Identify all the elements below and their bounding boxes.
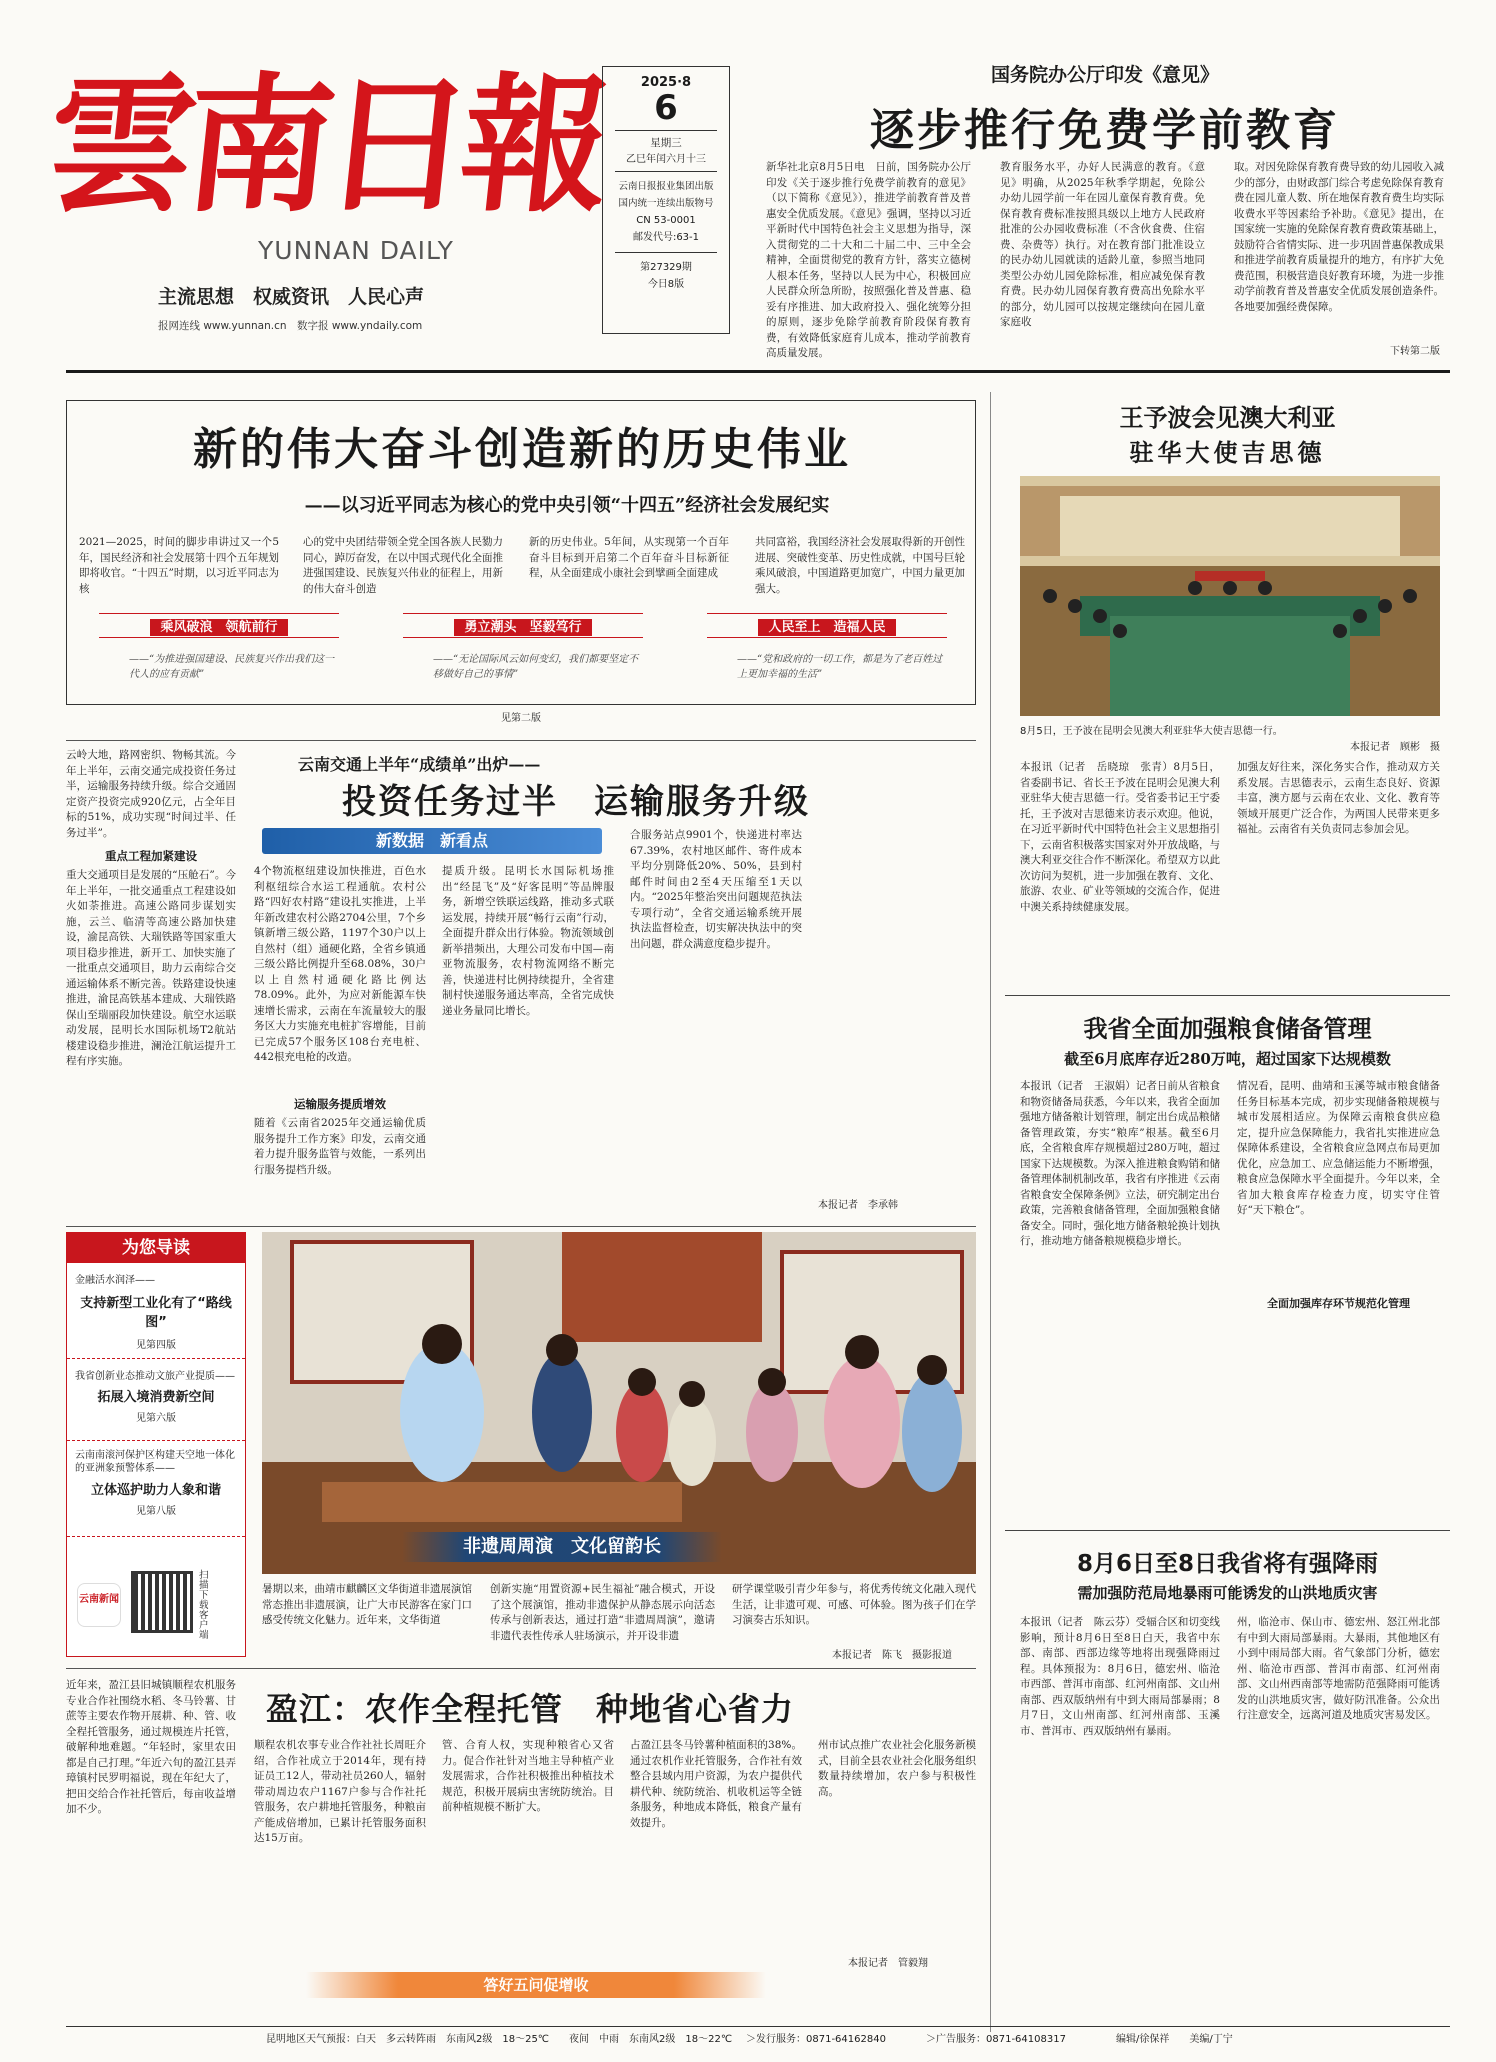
heritage-col3: 研学课堂吸引青少年参与，将优秀传统文化融入现代生活，让非遗可观、可感、可体验。图为孩子们在学习演奏古乐知识。 <box>732 1583 976 1626</box>
guide-item-2[interactable] <box>67 1359 245 1441</box>
heritage-credit: 本报记者 陈飞 摄影报道 <box>832 1650 952 1661</box>
transport-mid-col1: 4个物流枢纽建设加快推进，百色水利枢纽综合水运工程通航。农村公路“四好农村路”建设扎实推进，上半年新改建农村公路2704公里，7个乡镇新增三级公路，1197个30户以上自然村（组）通硬化路，全省乡镇通三级公路比例提升至68.08%，30户以上自然村通硬化路比例达78.09%。此外，为应对新能源车快速增长需求，云南在车流量较大的服务区大力实施充电桩扩容增能，目前已完成57个服务区108台充电桩、442根充电枪的改造。 <box>254 865 426 1063</box>
dateline-box <box>602 66 730 334</box>
feature-subhead: ——以习近平同志为核心的党中央引领“十四五”经济社会发展纪实 <box>304 495 830 516</box>
feature-col4: 共同富裕，我国经济社会发展取得新的开创性进展、突破性变革、历史性成就，中国号巨轮乘风破浪，中国道路更加宽广，中国力量更加强大。 <box>755 536 965 595</box>
transport-headline: 投资任务过半 运输服务升级 <box>342 782 810 822</box>
yingjiang-banner <box>306 1972 766 1998</box>
grain-section-title: 全面加强库存环节规范化管理 <box>1267 1297 1410 1310</box>
yingjiang-headline: 盈江：农作全程托管 种地省心省力 <box>266 1690 795 1728</box>
heritage-banner <box>402 1532 722 1562</box>
lunar-date: 乙巳年闰六月十三 <box>626 154 706 165</box>
transport-mid-col3: 合服务站点9901个，快递进村率达67.39%，农村地区邮件、寄件成本平均分别降低20%、50%，县到村邮件时间由2至4天压缩至1天以内。“2025年整治突出问题规范执法专项行动”，全省交通运输系统开展执法监督检查，切实解决执法中的突出问题，群众满意度稳步提升。 <box>630 829 802 950</box>
transport-mid-col1b: 随着《云南省2025年交通运输优质服务提升工作方案》印发，云南交通着力提升服务监管与效能，一系列出行服务提档升级。 <box>254 1117 426 1176</box>
meeting-headline-1: 王予波会见澳大利亚 <box>1119 404 1336 432</box>
guide-page: 见第六版 <box>136 1413 176 1424</box>
footer <box>66 2030 1450 2052</box>
transport-left-col2: 重大交通项目是发展的“压舱石”。今年上半年，一批交通重点工程建设如火如荼推进。高速公路同步谋划实施，云兰、临清等高速公路加快建设，渝昆高铁、大瑞铁路等国家重大项目稳步推进，新开工、加快实施了一批重点交通项目，助力云南综合交通运输体系不断完善。铁路建设快速推进，渝昆高铁基本建成、大瑞铁路保山至瑞丽段加快建设。航空水运联动发展，昆明长水国际机场T2航站楼建设稳步推进，澜沧江航运提升工程有序实施。 <box>66 869 236 1067</box>
section-quote: ——“无论国际风云如何变幻，我们都要坚定不移做好自己的事情” <box>433 654 639 680</box>
websites[interactable]: 报网连线 www.yunnan.cn 数字报 www.yndaily.com <box>158 320 423 332</box>
qr-code-icon[interactable] <box>131 1571 193 1633</box>
guide-title: 拓展入境消费新空间 <box>97 1390 215 1405</box>
grain-col1: 本报讯（记者 王淑娟）记者日前从省粮食和物资储备局获悉，今年以来，我省全面加强地方储备粮计划管理，制定出台成品粮储备管理政策，夯实“粮库”根基。截至6月底，全省粮食库存规模超过280万吨，超过国家下达规模数。为深入推进粮食购销和储备管理体制机制改革，我省有序推进《云南省粮食安全保障条例》立法，研究制定出台政策，完善粮食储备管理，全面加强粮食储备安全。同时，强化地方储备粮轮换计划执行，推动地方储备粮规模稳步增长。 <box>1020 1080 1220 1247</box>
footer-ads: ＞广告服务：0871-64108317 <box>926 2034 1066 2045</box>
guide-page: 见第八版 <box>136 1506 176 1517</box>
heritage-photo <box>262 1232 976 1574</box>
yingjiang-col1: 顺程农机农事专业合作社社长周旺介绍，合作社成立于2014年，现有持证员工12人，带动社员260人，辐射带动周边农户1167户参与合作社托管服务，农户耕地托管服务，种粮亩产能成倍增加，已累计托管服务面积达15万亩。 <box>254 1739 426 1844</box>
page-count: 今日8版 <box>647 279 685 290</box>
top-story <box>760 60 1450 360</box>
footer-weather: 昆明地区天气预报：白天 多云转阵雨 东南风2级 18～25℃ 夜间 中雨 东南风2级 18～22℃ <box>266 2034 733 2045</box>
yingjiang-left-col: 近年来，盈江县旧城镇顺程农机服务专业合作社围绕水稻、冬马铃薯、甘蔗等主要农作物开展耕、种、管、收全程托管服务，通过规模连片托管，破解种地难题。“年轻时，家里农田都是自己打理。”年近六旬的盈江县弄璋镇村民罗明福说，现在年纪大了，把田交给合作社托管后，每亩收益增加不少。 <box>66 1679 236 1815</box>
grain-col2: 情况看，昆明、曲靖和玉溪等城市粮食储备任务目标基本完成，初步实现储备粮规模与城市发展相适应。为保障云南粮食供应稳定，提升应急保障能力，我省扎实推进应急保障体系建设，全省粮食应急网点布局更加优化，应急加工、应急储运能力不断增强，粮食应急保障水平全面提升。今年以来，全省加大粮食库存检查力度，切实守住管好“天下粮仓”。 <box>1237 1080 1440 1216</box>
feature-col1: 2021—2025，时间的脚步串讲过又一个5年，国民经济和社会发展第十四个五年规划即将收官。“十四五”时期，以习近平同志为核 <box>79 536 279 595</box>
top-story-col2: 教育服务水平，办好人民满意的教育。《意见》明确，从2025年秋季学期起，免除公办幼儿园学前一年在园儿童保育教育费。免保育教育费标准按照具级以上地方人民政府批准的公办园收费标准（不含伙食费、住宿费、杂费等）执行。对在教育部门批准设立的民办幼儿园就读的适龄儿童，参照当地同类型公办幼儿园免除标准，相应减免保育教育费。民办幼儿园保育教育费高出免除水平的部分，幼儿园可以按规定继续向在园儿童家庭收 <box>1000 161 1205 328</box>
grain-subhead: 截至6月底库存近280万吨，超过国家下达规模数 <box>1064 1050 1391 1068</box>
rain-article <box>1005 1545 1450 2025</box>
weekday: 星期三 <box>650 137 682 149</box>
meeting-col2: 加强友好往来，深化务实合作，推动双方关系发展。吉思德表示，云南生态良好、资源丰富，澳方愿与云南在农业、文化、教育等领域开展更广泛合作，为两国人民带来更多福祉。云南省有关负责同志参加会见。 <box>1237 761 1440 835</box>
cn-number: CN 53-0001 <box>636 215 696 226</box>
section-title: 勇立潮头 坚毅笃行 <box>454 619 591 636</box>
feature-box <box>66 400 976 724</box>
yingjiang-col4: 州市试点推广农业社会化服务新模式，目前全县农业社会化服务组织数量持续增加，农户参与积极性高。 <box>818 1739 976 1798</box>
feature-continued[interactable]: 见第二版 <box>501 713 541 724</box>
feature-col2: 心的党中央团结带领全党全国各族人民勠力同心，踔厉奋发，在以中国式现代化全面推进强国建设、民族复兴伟业的征程上，用新的伟大奋斗创造 <box>303 536 503 595</box>
slogan: 主流思想 权威资讯 人民心声 <box>158 286 425 308</box>
guide-box <box>66 1232 246 1657</box>
section-title: 人民至上 造福人民 <box>758 619 895 636</box>
heritage-banner-text: 非遗周周演 文化留韵长 <box>463 1536 661 1557</box>
guide-title: 立体巡护助力人象和谐 <box>90 1483 221 1498</box>
section-title: 乘风破浪 领航前行 <box>150 619 287 636</box>
footer-distribution: ＞发行服务：0871-64162840 <box>746 2034 886 2045</box>
feature-section-2 <box>403 613 643 682</box>
feature-col3: 新的历史伟业。5年间，从实现第一个百年奋斗目标到开启第二个百年奋斗目标新征程，从全面建成小康社会到擘画全面建成 <box>529 536 729 579</box>
section-quote: ——“为推进强国建设、民族复兴作出我们这一代人的应有贡献” <box>129 654 335 680</box>
transport-section2: 运输服务提质增效 <box>294 1097 386 1111</box>
guide-page: 见第四版 <box>136 1340 176 1351</box>
feature-headline: 新的伟大奋斗创造新的历史伟业 <box>193 424 851 475</box>
guide-kicker: 我省创新业态推动文旅产业提质—— <box>75 1371 235 1382</box>
app-download[interactable] <box>77 1569 237 1649</box>
rain-col2: 州，临沧市、保山市、德宏州、怒江州北部有中到大雨局部暴雨。大暴雨，其他地区有小到中雨局部大雨。省气象部门分析，德宏州、临沧市西部、普洱市南部、红河州南部、文山州西南部等地需防范强降雨可能诱发的山洪地质灾害，做好防汛准备。公众出行注意安全，远离河道及地质灾害易发区。 <box>1237 1616 1440 1721</box>
meeting-headline-2: 驻华大使吉思德 <box>1129 439 1326 467</box>
section-quote: ——“党和政府的一切工作，都是为了老百姓过上更加幸福的生活” <box>737 654 943 680</box>
guide-kicker: 云南南滚河保护区构建天空地一体化的亚洲象预警体系—— <box>75 1450 235 1474</box>
newspaper-logo: 雲南日報 <box>38 58 610 232</box>
heritage-col2: 创新实施“用置资源+民生福祉”融合模式，开设了这个展演馆，推动非遗保护从静态展示向活态传承与创新表达，通过打造“非遗周周演”，邀请非遗代表性传承人驻场演示，并开设非遗 <box>490 1583 715 1642</box>
guide-item-3[interactable] <box>67 1441 245 1537</box>
transport-kicker: 云南交通上半年“成绩单”出炉—— <box>298 755 541 774</box>
publisher: 云南日报报业集团出版 <box>618 181 714 192</box>
guide-item-1[interactable] <box>67 1263 245 1359</box>
english-name: YUNNAN DAILY <box>258 236 454 265</box>
top-story-headline: 逐步推行免费学前教育 <box>870 105 1340 156</box>
yingjiang-col3: 占盈江县冬马铃薯种植面积的38%。通过农机作业托管服务，合作社有效整合县域内用户资源，为农户提供代耕代种、统防统治、机收机运等全链条服务，种地成本降低，粮食产量有效提升。 <box>630 1739 802 1829</box>
transport-banner <box>262 828 602 854</box>
date-day: 6 <box>654 88 678 128</box>
footer-editors: 编辑/徐保祥 美编/丁宁 <box>1116 2034 1233 2045</box>
app-name: 云南新闻 <box>79 1594 119 1605</box>
yingjiang-article <box>66 1672 976 2017</box>
issue-number: 第27329期 <box>640 262 692 273</box>
rain-col1: 本报讯（记者 陈云芬）受辐合区和切变线影响，预计8月6日至8日白天，我省中东部、南部、西部边缘等地将出现强降雨过程。具体预报为：8月6日，德宏州、临沧市西部、普洱市南部、红河州南部、文山州南部、西双版纳州有中到大雨局部暴雨；8月7日，文山州南部、红河州南部、玉溪市、普洱市、西双版纳州有暴雨。 <box>1020 1616 1220 1737</box>
meeting-photo <box>1020 476 1440 716</box>
transport-mid-col2: 提质升级。昆明长水国际机场推出“经昆飞”及“好客昆明”等品牌服务，新增空铁联运线路，推动多式联运发展，持续开展“畅行云南”行动，全面提升群众出行体验。物流领域创新举措频出，大理公司发布中国—南亚物流服务，农村物流网络不断完善，快递进村比例持续提升，全省建制村快递服务通达率高，全省完成快递业务量同比增长。 <box>442 865 614 1017</box>
transport-banner-text: 新数据 新看点 <box>375 831 488 850</box>
postal-code: 邮发代号:63-1 <box>632 232 700 243</box>
rain-subhead: 需加强防范局地暴雨可能诱发的山洪地质灾害 <box>1077 1584 1378 1602</box>
meeting-photo-credit: 本报记者 顾彬 摄 <box>1350 742 1440 753</box>
transport-section1: 重点工程加紧建设 <box>105 849 197 863</box>
grain-headline: 我省全面加强粮食储备管理 <box>1083 1015 1372 1043</box>
meeting-caption: 8月5日，王予波在昆明会见澳大利亚驻华大使吉思德一行。 <box>1020 726 1283 737</box>
cn-label: 国内统一连续出版物号 <box>618 198 714 209</box>
transport-credit: 本报记者 李承韩 <box>818 1200 898 1211</box>
qr-caption: 扫描下载客户端 <box>199 1570 209 1641</box>
rain-headline: 8月6日至8日我省将有强降雨 <box>1076 1551 1378 1577</box>
guide-kicker: 金融活水润泽—— <box>75 1275 155 1286</box>
guide-title: 支持新型工业化有了“路线图” <box>80 1296 232 1330</box>
feature-section-1 <box>99 613 339 682</box>
masthead <box>38 40 610 360</box>
meeting-col1: 本报讯（记者 岳晓琼 张青）8月5日，省委副书记、省长王予波在昆明会见澳大利亚驻华大使吉思德一行。受省委书记王宁委托，王予波对吉思德来访表示欢迎。他说，在习近平新时代中国特色社会主义思想指引下，云南省积极落实国家对外开放战略，与澳大利亚交往合作不断深化。希望双方以此次访问为契机，进一步加强在教育、文化、旅游、农业、矿业等领域的交流合作，促进中澳关系持续健康发展。 <box>1020 761 1220 913</box>
date-year-month: 2025·8 <box>640 75 692 90</box>
grain-article <box>1005 1005 1450 1525</box>
top-story-kicker: 国务院办公厅印发《意见》 <box>990 64 1219 86</box>
top-story-continued[interactable]: 下转第二版 <box>1390 346 1440 357</box>
meeting-article <box>1005 392 1450 992</box>
yingjiang-col2: 管、合育人权，实现种粮省心又省力。促合作社针对当地主导种植产业发展需求，合作社积极推出种植技术规范，积极开展病虫害统防统治。目前种植规模不断扩大。 <box>442 1739 614 1813</box>
app-logo <box>77 1583 121 1627</box>
top-story-col3: 取。对因免除保育教育费导致的幼儿园收入减少的部分，由财政部门综合考虑免除保育教育费在园儿童人数、所在地保育教育费生均实际收费水平等因素给予补助。《意见》提出，在国家统一实施的免除保育教育费政策基础上，鼓励符合省情实际、进一步巩固普惠保教成果和推进学前教育质量提升的地方，有序扩大免费范围，积极营造良好教育环境，为进一步推动学前教育普及普惠安全优质发展创造条件。各地要加强经费保障。 <box>1234 161 1444 313</box>
guide-header: 为您导读 <box>67 1233 245 1263</box>
transport-article <box>66 748 976 1223</box>
yingjiang-banner-text: 答好五问促增收 <box>483 1976 589 1994</box>
top-story-col1: 新华社北京8月5日电 日前，国务院办公厅印发《关于逐步推行免费学前教育的意见》（以下简称《意见》），推进学前教育普及普惠安全优质发展。《意见》强调，坚持以习近平新时代中国特色社会主义思想为指导，深入贯彻党的二十大和二十届二中、三中全会精神，全面贯彻党的教育方针，落实立德树人根本任务，坚持以人民为中心，积极回应人民群众所急所盼，按照强化普及普惠、稳妥有序推进、加大政府投入、强化统筹分担的原则，逐步免除学前教育阶段保育教育费，有效降低家庭育儿成本，推动学前教育高质量发展。 <box>766 161 971 359</box>
heritage-col1: 暑期以来，曲靖市麒麟区文华街道非遗展演馆常态推出非遗展演，让广大市民游客在家门口感受传统文化魅力。近年来，文华街道 <box>262 1583 472 1626</box>
yingjiang-credit: 本报记者 管毅翔 <box>848 1958 928 1969</box>
feature-section-3 <box>707 613 947 682</box>
transport-left-col: 云岭大地，路网密织、物畅其流。今年上半年，云南交通完成投资任务过半，运输服务持续升级。综合交通固定资产投资完成920亿元，占全年目标的51%，成功实现“时间过半、任务过半”。 <box>66 749 236 839</box>
